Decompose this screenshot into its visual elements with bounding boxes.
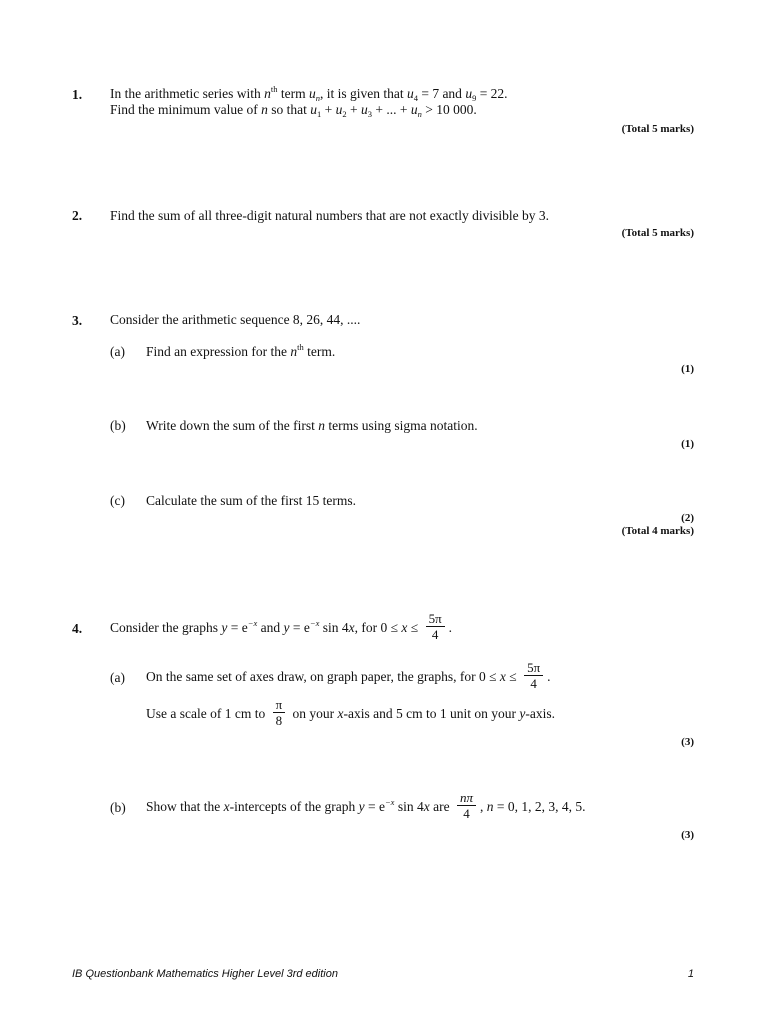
footer-title: IB Questionbank Mathematics Higher Level 3rd edition	[72, 968, 338, 980]
question-4a-text-line-1: On the same set of axes draw, on graph paper, the graphs, for 0 ≤ x ≤ $\frac{5\pi}{4}$ .	[146, 660, 551, 692]
question-1-number: 1.	[72, 87, 83, 102]
five-pi-over-four-fraction: $\frac{5\pi}{4}$	[524, 660, 543, 691]
question-3a-label: (a)	[110, 344, 125, 359]
question-3a-marks: (1)	[681, 363, 694, 375]
question-2-number: 2.	[72, 208, 83, 223]
question-2-total-marks: (Total 5 marks)	[621, 227, 694, 239]
question-1-total-marks: (Total 5 marks)	[621, 123, 694, 135]
question-4b-marks: (3)	[681, 829, 694, 841]
question-4-text: Consider the graphs $y = e^{-x}$ and $y = e^{-x}$ sin 4x, for 0 ≤ x ≤ $\frac{5\pi}{4}$ .	[110, 611, 453, 643]
question-4a-marks: (3)	[681, 736, 694, 748]
question-3-text: Consider the arithmetic sequence 8, 26, 44, ....	[110, 312, 361, 327]
question-3c-marks: (2)	[681, 512, 694, 524]
question-3b-marks: (1)	[681, 438, 694, 450]
question-3c-text: Calculate the sum of the first 15 terms.	[146, 493, 356, 508]
question-3a-text: Find an expression for the $n^{th}$ term.	[146, 342, 336, 359]
question-1-line-1: In the arithmetic series with $n^{th}$ term $u_n$, it is given that $u_4 = 7$ and $u_9 = 22$.	[110, 84, 508, 103]
question-2-text: Find the sum of all three-digit natural numbers that are not exactly divisible by 3.	[110, 208, 550, 223]
question-1-line-2: Find the minimum value of n so that $u_1 + u_2 + u_3$ + ... + $u_n > 10$ 000.	[110, 102, 477, 119]
question-3b-label: (b)	[110, 418, 126, 433]
question-4a-label: (a)	[110, 670, 125, 685]
question-3c-label: (c)	[110, 493, 125, 508]
five-pi-over-four-fraction: $\frac{5\pi}{4}$	[426, 611, 445, 642]
question-3-total-marks: (Total 4 marks)	[621, 525, 694, 537]
question-4b-label: (b)	[110, 800, 126, 815]
pi-over-eight-fraction: $\frac{\pi}{8}$	[273, 697, 286, 728]
question-4b-text: Show that the x-intercepts of the graph $y = e^{-x}$ sin 4x are $\frac{n\pi}{4}$ , n = 0, 1, 2, 3, 4, 5.	[146, 790, 586, 822]
question-4-number: 4.	[72, 621, 83, 636]
page-number: 1	[687, 968, 694, 980]
question-3-number: 3.	[72, 313, 83, 328]
n-pi-over-four-fraction: $\frac{n\pi}{4}$	[457, 790, 476, 821]
question-4a-text-line-2: Use a scale of 1 cm to $\frac{\pi}{8}$ on your x-axis and 5 cm to 1 unit on your y-axis.	[146, 697, 556, 729]
question-3b-text: Write down the sum of the first n terms using sigma notation.	[146, 418, 478, 433]
